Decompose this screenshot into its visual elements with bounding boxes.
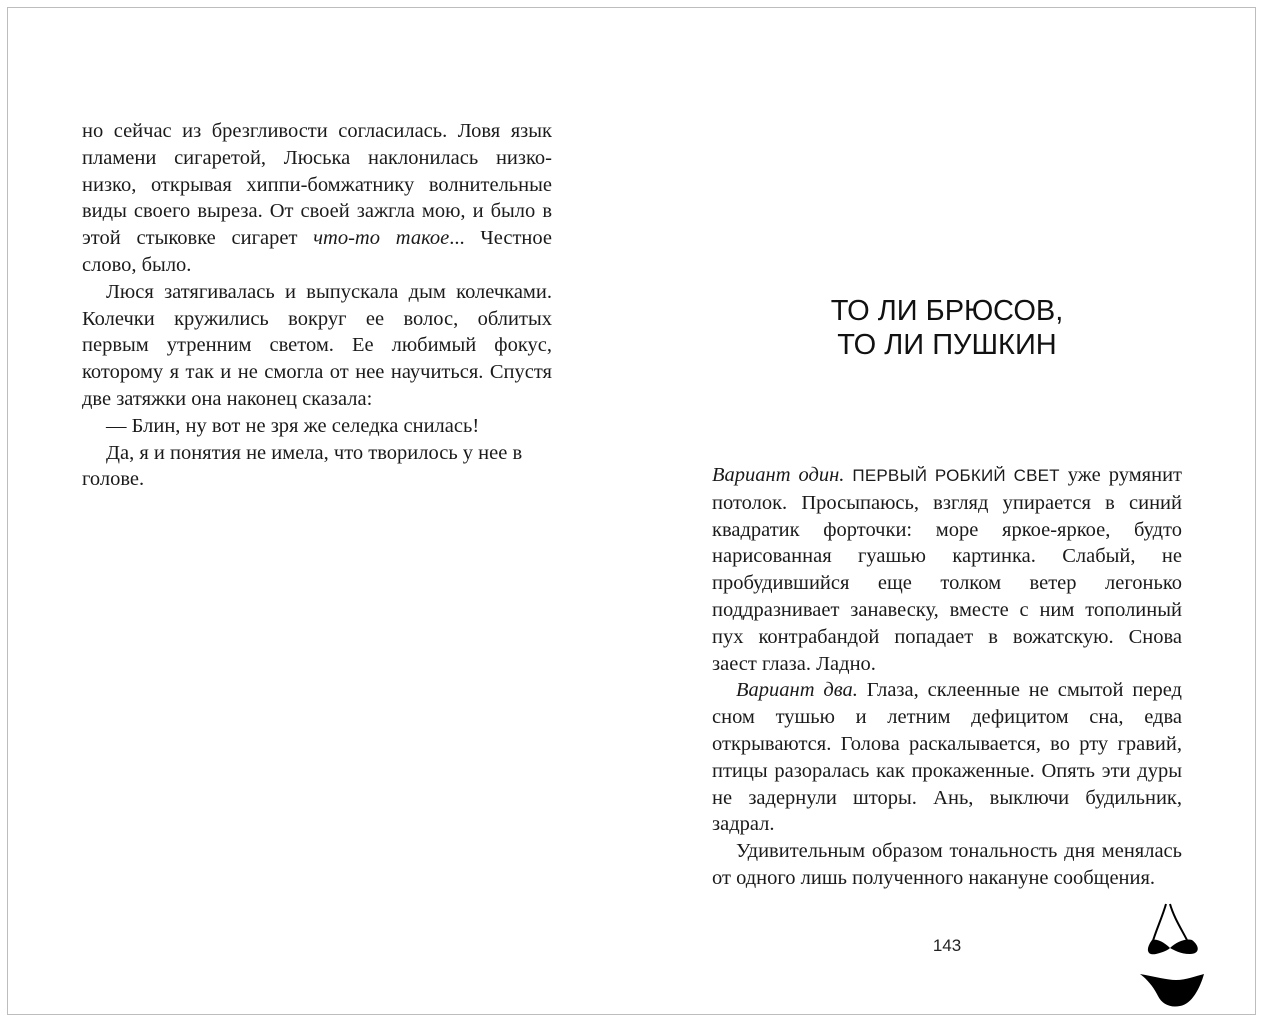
- bikini-icon: [1136, 900, 1208, 1010]
- left-paragraph-1: [82, 118, 552, 279]
- left-paragraph-2: [82, 279, 552, 413]
- left-paragraph-4: [82, 440, 552, 494]
- left-paragraph-4-run-1: Да, я и понятия не имела, что творилось у нее в голове.: [82, 441, 523, 491]
- chapter-title: [712, 294, 1182, 362]
- right-page-text: [712, 462, 1182, 892]
- right-paragraph-2-run-2: Глаза, склеенные не смытой перед сном тушью и летним дефицитом сна, едва открываются. Голова раскалывается, во рту гравий, птицы разоралась как прокаженные. Опять эти дуры не задернули шторы. Ань, выключи будильник, задрал.: [712, 679, 1182, 836]
- left-page-text: [82, 118, 552, 493]
- left-paragraph-1-run-3: ... Честное слово, было.: [82, 227, 552, 276]
- right-paragraph-2: [712, 677, 1182, 838]
- left-paragraph-2-run-1: Люся затягивалась и выпускала дым колечками. Колечки кружились вокруг ее волос, облитых первым утренним светом. Ее любимый фокус, которому я так и не смогла от нее научиться. Спустя две затяжки она наконец сказала:: [82, 280, 552, 410]
- right-paragraph-2-run-1: Вариант два.: [736, 679, 858, 702]
- left-paragraph-1-run-2: что-то такое: [313, 227, 450, 250]
- chapter-title-line-1: ТО ЛИ БРЮСОВ,: [830, 295, 1064, 327]
- left-paragraph-3: [82, 413, 552, 440]
- right-paragraph-1-run-3: ПЕРВЫЙ РОБКИЙ СВЕТ: [852, 466, 1060, 485]
- right-paragraph-3: [712, 838, 1182, 892]
- left-paragraph-3-run-1: — Блин, ну вот не зря же селедка снилась!: [106, 414, 480, 437]
- page-number: 143: [932, 936, 962, 955]
- right-paragraph-3-run-1: Удивительным образом тональность дня менялась от одного лишь полученного накануне сообщения.: [712, 840, 1182, 889]
- right-paragraph-1: [712, 462, 1182, 677]
- right-paragraph-1-run-1: Вариант один.: [712, 464, 845, 486]
- right-paragraph-1-run-4: уже румянит потолок. Просыпаюсь, взгляд упирается в синий квадратик форточки: море яркое-яркое, будто нарисованная гуашью картинка. Слабый, не пробудившийся еще толком ветер легонько поддразнивает занавеску, вместе с ним тополиный пух контрабандой попадает в вожатскую. Снова заест глаза. Ладно.: [712, 464, 1183, 675]
- chapter-title-line-2: ТО ЛИ ПУШКИН: [837, 329, 1057, 361]
- left-paragraph-1-run-1: но сейчас из брезгливости согласилась. Ловя язык пламени сигаретой, Люська наклонилась низко-низко, открывая хиппи-бомжатнику волнительные виды своего выреза. От своей зажгла мою, и было в этой стыковке сигарет: [82, 120, 552, 250]
